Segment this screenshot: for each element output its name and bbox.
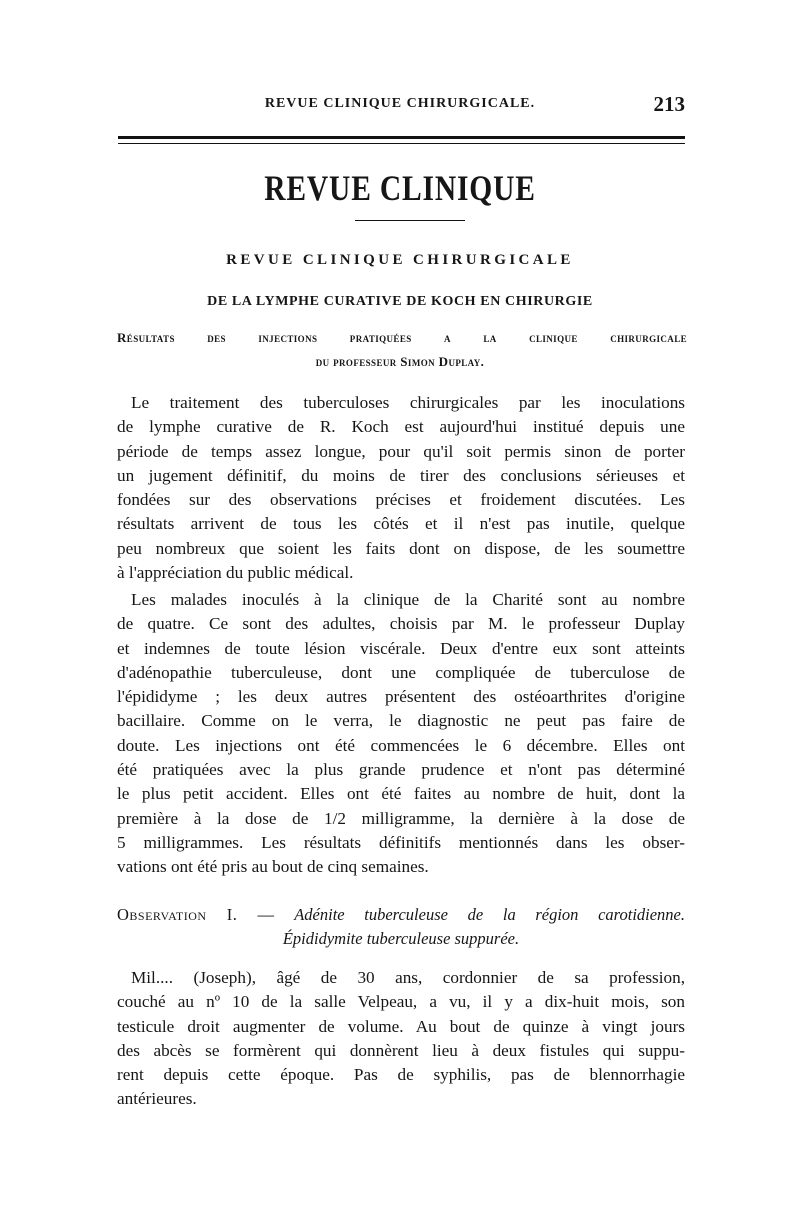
section-title: REVUE CLINIQUE (264, 168, 536, 208)
observation-subtitle: Épididymite tuberculeuse suppurée. (282, 929, 520, 948)
header-rule-thick (118, 136, 685, 139)
text-line: résultats arrivent de tous les côtés et il n'est pas inutile, quelque (117, 514, 685, 534)
text-line: et indemnes de toute lésion viscérale. Deux d'entre eux sont atteints (117, 638, 685, 658)
text-line: antérieures. (117, 1089, 197, 1109)
text-line: première à la dose de 1/2 milligramme, la dernière à la dose de (117, 808, 685, 828)
text-line: un jugement définitif, du moins de tirer des conclusions sérieuses et (117, 465, 685, 485)
text-line: été pratiquées avec la plus grande prudence et n'ont pas déterminé (117, 760, 685, 780)
text-line: vations ont été pris au bout de cinq semaines. (117, 857, 429, 877)
text-line: 5 milligrammes. Les résultats définitifs mentionnés dans les obser- (117, 832, 685, 852)
section-subtitle: REVUE CLINIQUE CHIRURGICALE (226, 252, 574, 268)
text-line: bacillaire. Comme on le verra, le diagnostic ne peut pas faire de (117, 711, 685, 731)
text-line: d'adénopathie tuberculeuse, dont une compliquée de tuberculose de (117, 662, 685, 682)
paragraph-2 (117, 588, 685, 880)
running-title: REVUE CLINIQUE CHIRURGICALE. (264, 96, 536, 111)
header-rule-thin (118, 143, 685, 144)
text-line: couché au nº 10 de la salle Velpeau, a vu, il y a dix-huit mois, son (117, 992, 685, 1012)
results-heading-line2: du professeur Simon Duplay. (315, 354, 485, 369)
text-line: Le traitement des tuberculoses chirurgicales par les inoculations (131, 393, 685, 412)
text-line: l'épididyme ; les deux autres présentent des ostéoarthrites d'origine (117, 687, 685, 707)
text-line: doute. Les injections ont été commencées le 6 décembre. Elles ont (117, 735, 685, 755)
text-line: de quatre. Ce sont des adultes, choisis par M. le professeur Duplay (117, 614, 685, 634)
paragraph-1 (117, 391, 685, 585)
text-line: rent depuis cette époque. Pas de syphilis, pas de blennorrhagie (117, 1065, 685, 1085)
page-number: 213 (653, 92, 685, 116)
title-divider (355, 220, 465, 221)
text-line: peu nombreux que soient les faits dont on dispose, de les soumettre (117, 538, 685, 558)
results-heading-line1: Résultats des injections pratiquées a la clinique chirurgicale (117, 330, 687, 345)
text-line: à l'appréciation du public médical. (117, 563, 354, 583)
text-line: période de temps assez longue, pour qu'il soit permis sinon de porter (117, 441, 685, 461)
observation-heading (117, 903, 685, 951)
observation-heading-line1 (117, 903, 685, 927)
text-line: de lymphe curative de R. Koch est aujourd'hui institué depuis une (117, 417, 685, 437)
article-title: DE LA LYMPHE CURATIVE DE KOCH EN CHIRURGIE (207, 294, 593, 309)
running-head (115, 92, 685, 120)
text-line: Mil.... (Joseph), âgé de 30 ans, cordonnier de sa profession, (131, 968, 685, 987)
text-line: testicule droit augmenter de volume. Au bout de quinze à vingt jours (117, 1016, 685, 1036)
text-line: le plus petit accident. Elles ont été faites au nombre de huit, dont la (117, 784, 685, 804)
text-line: des abcès se formèrent qui donnèrent lieu à deux fistules qui suppu- (117, 1040, 685, 1060)
paragraph-3 (117, 966, 685, 1112)
observation-title: Adénite tuberculeuse de la région carotidienne. (294, 905, 686, 924)
text-line: fondées sur des observations précises et froidement discutées. Les (117, 490, 685, 510)
text-line: Les malades inoculés à la clinique de la Charité sont au nombre (131, 590, 685, 609)
observation-label: Observation I. — (117, 905, 275, 924)
